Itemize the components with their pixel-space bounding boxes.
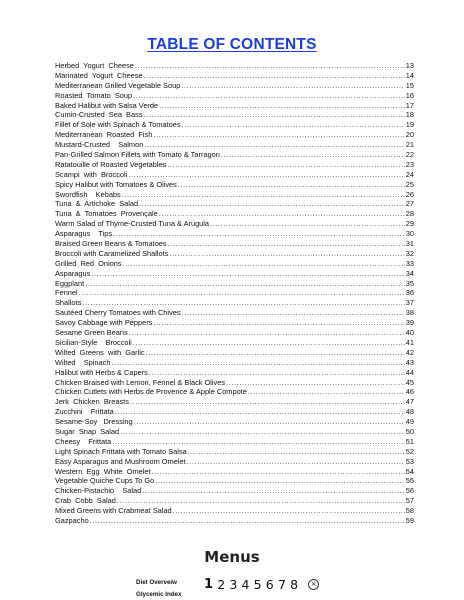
toc-entry-title: Scampi with Broccoli bbox=[55, 169, 128, 179]
dot-leader bbox=[111, 358, 404, 368]
toc-entry[interactable] bbox=[55, 101, 414, 111]
dot-leader bbox=[129, 328, 405, 338]
page-number-button[interactable]: 3 bbox=[229, 577, 238, 592]
toc-entry[interactable] bbox=[55, 130, 414, 140]
dot-leader bbox=[173, 506, 405, 516]
toc-entry[interactable] bbox=[55, 61, 414, 71]
toc-entry-page: 27 bbox=[405, 199, 414, 209]
toc-entry-title: Mixed Greens with Crabmeat Salad bbox=[55, 506, 172, 516]
toc-entry[interactable] bbox=[55, 150, 414, 160]
toc-entry-page: 22 bbox=[405, 150, 414, 160]
dot-leader bbox=[159, 209, 405, 219]
toc-entry-title: Savoy Cabbage with Peppers bbox=[55, 318, 153, 328]
dot-leader bbox=[146, 348, 405, 358]
dot-leader bbox=[90, 516, 405, 526]
dot-leader bbox=[139, 199, 405, 209]
dot-leader bbox=[120, 427, 405, 437]
toc-entry-title: Wilted Greens with Garlic bbox=[55, 347, 145, 357]
toc-entry-page: 25 bbox=[405, 179, 414, 189]
dot-leader bbox=[226, 378, 405, 388]
toc-entry[interactable] bbox=[55, 190, 414, 200]
dot-leader bbox=[167, 160, 404, 170]
toc-entry[interactable] bbox=[55, 476, 414, 486]
toc-entry[interactable] bbox=[55, 140, 414, 150]
toc-entry[interactable] bbox=[55, 239, 414, 249]
toc-entry[interactable] bbox=[55, 81, 414, 91]
toc-entry-page: 37 bbox=[405, 298, 414, 308]
toc-entry-title: Marinated Yogurt Cheese bbox=[55, 70, 143, 80]
dot-leader bbox=[187, 457, 405, 467]
toc-entry-page: 16 bbox=[405, 90, 414, 100]
toc-entry-title: Mustard-Crusted Salmon bbox=[55, 140, 144, 150]
toc-entry-page: 36 bbox=[405, 288, 414, 298]
toc-entry-title: Chicken-Pistachio Salad bbox=[55, 486, 142, 496]
toc-entry[interactable] bbox=[55, 437, 414, 447]
toc-entry[interactable] bbox=[55, 288, 414, 298]
toc-entry-page: 50 bbox=[405, 426, 414, 436]
toc-entry-page: 40 bbox=[405, 328, 414, 338]
toc-entry[interactable] bbox=[55, 486, 414, 496]
toc-entry-page: 56 bbox=[405, 486, 414, 496]
dot-leader bbox=[142, 486, 404, 496]
footer-links bbox=[136, 577, 181, 600]
dot-leader bbox=[144, 110, 405, 120]
toc-entry-title: Baked Halibut with Salsa Verde bbox=[55, 100, 159, 110]
dot-leader bbox=[182, 308, 405, 318]
dot-leader bbox=[181, 81, 404, 91]
toc-entry[interactable] bbox=[55, 417, 414, 427]
toc-entry[interactable] bbox=[55, 298, 414, 308]
dot-leader bbox=[159, 101, 405, 111]
toc-entry-title: Sicilian-Style Broccoli bbox=[55, 337, 132, 347]
page-number-button[interactable]: 4 bbox=[241, 577, 250, 592]
toc-entry-title: Crab Cobb Salad bbox=[55, 496, 116, 506]
toc-entry[interactable] bbox=[55, 407, 414, 417]
toc-entry-title: Vegetable Quiche Cups To Go bbox=[55, 476, 155, 486]
dot-leader bbox=[149, 368, 405, 378]
toc-entry-page: 35 bbox=[405, 278, 414, 288]
dot-leader bbox=[178, 180, 405, 190]
toc-entry-title: Wilted Spinach bbox=[55, 357, 111, 367]
toc-entry-page: 38 bbox=[405, 308, 414, 318]
toc-entry-page: 51 bbox=[405, 436, 414, 446]
page-number-button[interactable]: 2 bbox=[217, 577, 226, 592]
toc-entry-page: 23 bbox=[405, 159, 414, 169]
toc-entry[interactable] bbox=[55, 467, 414, 477]
dot-leader bbox=[122, 190, 405, 200]
toc-entry[interactable] bbox=[55, 91, 414, 101]
toc-entry-title: Mediterranean Roasted Fish bbox=[55, 130, 153, 140]
toc-entry-title: Eggplant bbox=[55, 278, 85, 288]
page-number-button[interactable]: 1 bbox=[204, 577, 214, 592]
menus-heading: Menus bbox=[204, 548, 260, 566]
toc-entry-title: Gazpacho bbox=[55, 515, 89, 525]
close-icon[interactable]: × bbox=[308, 579, 319, 590]
toc-entry[interactable] bbox=[55, 180, 414, 190]
toc-entry[interactable] bbox=[55, 348, 414, 358]
page-navigation bbox=[204, 577, 319, 592]
toc-entry-title: Asparagus Tips bbox=[55, 229, 113, 239]
toc-entry-page: 44 bbox=[405, 367, 414, 377]
toc-entry-title: Fillet of Sole with Spinach & Tomatoes bbox=[55, 120, 181, 130]
toc-entry-page: 52 bbox=[405, 446, 414, 456]
toc-entry-page: 41 bbox=[405, 337, 414, 347]
page-number-button[interactable]: 7 bbox=[277, 577, 286, 592]
toc-entry-title: Mediterranean Grilled Vegetable Soup bbox=[55, 80, 181, 90]
toc-entry[interactable] bbox=[55, 170, 414, 180]
toc-entry-title: Pan-Grilled Salmon Fillets with Tomato & Tarragon bbox=[55, 150, 220, 160]
toc-entry[interactable] bbox=[55, 427, 414, 437]
toc-entry-page: 34 bbox=[405, 268, 414, 278]
toc-entry-page: 19 bbox=[405, 120, 414, 130]
toc-entry-title: Zucchini Frittata bbox=[55, 407, 114, 417]
toc-entry[interactable] bbox=[55, 358, 414, 368]
toc-entry-page: 49 bbox=[405, 417, 414, 427]
toc-entry-title: Spicy Halibut with Tomatoes & Olives bbox=[55, 179, 177, 189]
dot-leader bbox=[153, 130, 404, 140]
toc-entry-title: Swordfish Kebabs bbox=[55, 189, 121, 199]
toc-entry[interactable] bbox=[55, 279, 414, 289]
dot-leader bbox=[144, 71, 405, 81]
toc-entry-page: 30 bbox=[405, 229, 414, 239]
toc-entry[interactable] bbox=[55, 496, 414, 506]
toc-entry[interactable] bbox=[55, 229, 414, 239]
toc-entry[interactable] bbox=[55, 209, 414, 219]
toc-entry-page: 55 bbox=[405, 476, 414, 486]
toc-entry-page: 29 bbox=[405, 219, 414, 229]
toc-entry[interactable] bbox=[55, 368, 414, 378]
toc-entry[interactable] bbox=[55, 378, 414, 388]
dot-leader bbox=[82, 298, 404, 308]
toc-entry-page: 14 bbox=[405, 70, 414, 80]
toc-entry-title: Sesame Green Beans bbox=[55, 328, 128, 338]
toc-entry-title: Ratatouille of Roasted Vegetables bbox=[55, 159, 167, 169]
toc-entry-page: 28 bbox=[405, 209, 414, 219]
toc-entry-title: Tuna & Tomatoes Provençale bbox=[55, 209, 158, 219]
dot-leader bbox=[130, 397, 405, 407]
toc-entry[interactable] bbox=[55, 387, 414, 397]
dot-leader bbox=[169, 249, 404, 259]
toc-entry-page: 20 bbox=[405, 130, 414, 140]
dot-leader bbox=[188, 447, 405, 457]
toc-entry[interactable] bbox=[55, 259, 414, 269]
toc-entry-page: 21 bbox=[405, 140, 414, 150]
toc-entry-page: 18 bbox=[405, 110, 414, 120]
toc-list bbox=[55, 61, 414, 526]
toc-entry[interactable] bbox=[55, 447, 414, 457]
toc-entry-title: Sugar Snap Salad bbox=[55, 426, 120, 436]
toc-entry[interactable] bbox=[55, 249, 414, 259]
toc-entry[interactable] bbox=[55, 120, 414, 130]
toc-entry-title: Chicken Braised with Lemon, Fennel & Black Olives bbox=[55, 377, 226, 387]
toc-entry[interactable] bbox=[55, 506, 414, 516]
dot-leader bbox=[153, 318, 404, 328]
dot-leader bbox=[134, 417, 405, 427]
toc-entry-page: 58 bbox=[405, 506, 414, 516]
toc-entry-title: Halibut with Herbs & Capers bbox=[55, 367, 148, 377]
toc-entry[interactable] bbox=[55, 160, 414, 170]
diet-overview-link[interactable]: Diet Overveiw bbox=[136, 579, 177, 586]
dot-leader bbox=[123, 259, 405, 269]
toc-entry-page: 57 bbox=[405, 496, 414, 506]
toc-entry-title: Fennel bbox=[55, 288, 78, 298]
dot-leader bbox=[115, 407, 405, 417]
toc-entry-page: 39 bbox=[405, 318, 414, 328]
toc-entry-page: 43 bbox=[405, 357, 414, 367]
dot-leader bbox=[221, 150, 405, 160]
toc-entry[interactable] bbox=[55, 338, 414, 348]
toc-entry-title: Easy Asparagus and Mushroom Omelet bbox=[55, 456, 186, 466]
toc-entry-page: 53 bbox=[405, 456, 414, 466]
toc-entry-page: 17 bbox=[405, 100, 414, 110]
toc-entry-title: Light Spinach Frittata with Tomato Salsa bbox=[55, 446, 187, 456]
toc-entry[interactable] bbox=[55, 328, 414, 338]
toc-entry-page: 15 bbox=[405, 80, 414, 90]
dot-leader bbox=[182, 120, 405, 130]
toc-entry-title: Cheesy Frittata bbox=[55, 436, 112, 446]
toc-entry-page: 42 bbox=[405, 347, 414, 357]
toc-entry-title: Cumin-Crusted Sea Bass bbox=[55, 110, 143, 120]
dot-leader bbox=[168, 239, 405, 249]
dot-leader bbox=[144, 140, 404, 150]
toc-entry-title: Chicken Cutlets with Herbs de Provence & Apple Compote bbox=[55, 387, 247, 397]
toc-entry-title: Braised Green Beans & Tomatoes bbox=[55, 239, 167, 249]
glycemic-index-link[interactable]: Glycemic Index bbox=[136, 590, 182, 598]
toc-entry-title: Sautéed Cherry Tomatoes with Chives bbox=[55, 308, 181, 318]
toc-entry[interactable] bbox=[55, 71, 414, 81]
toc-entry-page: 54 bbox=[405, 466, 414, 476]
toc-entry-page: 32 bbox=[405, 248, 414, 258]
toc-entry-title: Western Egg White Omelet bbox=[55, 466, 151, 476]
toc-entry[interactable] bbox=[55, 457, 414, 467]
toc-entry[interactable] bbox=[55, 516, 414, 526]
dot-leader bbox=[135, 61, 405, 71]
toc-entry-title: Warm Salad of Thyme-Crusted Tuna & Arugula bbox=[55, 219, 210, 229]
toc-entry-page: 13 bbox=[405, 61, 414, 70]
dot-leader bbox=[152, 467, 405, 477]
toc-entry[interactable] bbox=[55, 110, 414, 120]
toc-entry[interactable] bbox=[55, 318, 414, 328]
dot-leader bbox=[113, 229, 405, 239]
toc-entry-page: 47 bbox=[405, 397, 414, 407]
dot-leader bbox=[91, 269, 404, 279]
dot-leader bbox=[210, 219, 405, 229]
dot-leader bbox=[133, 338, 405, 348]
dot-leader bbox=[133, 91, 405, 101]
dot-leader bbox=[117, 496, 405, 506]
toc-entry-title: Herbed Yogurt Cheese bbox=[55, 61, 134, 70]
toc-entry-page: 59 bbox=[405, 515, 414, 525]
toc-entry-title: Sesame-Soy Dressing bbox=[55, 417, 133, 427]
toc-entry-title: Grilled Red Onions bbox=[55, 258, 122, 268]
toc-entry-page: 33 bbox=[405, 258, 414, 268]
toc-entry[interactable] bbox=[55, 308, 414, 318]
toc-entry-title: Shallots bbox=[55, 298, 82, 308]
toc-title: TABLE OF CONTENTS bbox=[147, 36, 317, 53]
toc-entry[interactable] bbox=[55, 397, 414, 407]
dot-leader bbox=[155, 476, 404, 486]
toc-entry-page: 48 bbox=[405, 407, 414, 417]
dot-leader bbox=[112, 437, 404, 447]
dot-leader bbox=[79, 288, 405, 298]
page-number-button[interactable]: 5 bbox=[253, 577, 262, 592]
page-number-button[interactable]: 6 bbox=[265, 577, 274, 592]
dot-leader bbox=[85, 279, 405, 289]
toc-entry-title: Tuna & Artichoke Salad bbox=[55, 199, 139, 209]
toc-entry-page: 46 bbox=[405, 387, 414, 397]
page-number-button[interactable]: 8 bbox=[290, 577, 299, 592]
toc-entry-title: Roasted Tomato Soup bbox=[55, 90, 133, 100]
toc-entry[interactable] bbox=[55, 219, 414, 229]
toc-entry[interactable] bbox=[55, 199, 414, 209]
toc-entry-page: 45 bbox=[405, 377, 414, 387]
toc-entry-title: Jerk Chicken Breasts bbox=[55, 397, 129, 407]
toc-entry-title: Asparagus bbox=[55, 268, 91, 278]
toc-entry-page: 24 bbox=[405, 169, 414, 179]
toc-entry-page: 26 bbox=[405, 189, 414, 199]
dot-leader bbox=[248, 387, 405, 397]
toc-entry-title: Broccoli with Caramelized Shallots bbox=[55, 248, 169, 258]
toc-entry[interactable] bbox=[55, 269, 414, 279]
dot-leader bbox=[128, 170, 404, 180]
toc-entry-page: 31 bbox=[405, 239, 414, 249]
